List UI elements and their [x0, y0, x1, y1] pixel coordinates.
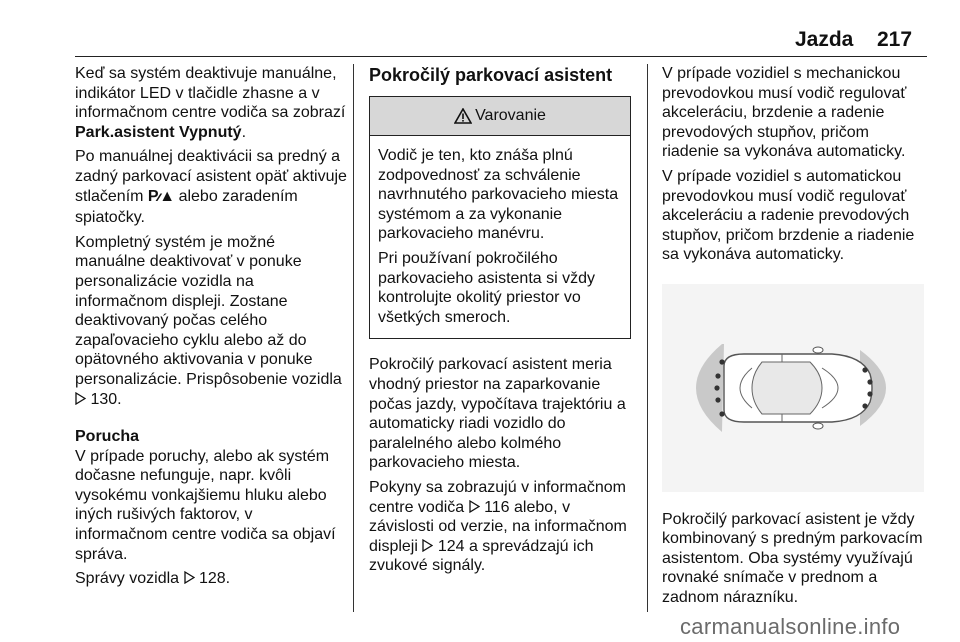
paragraph-fault: V prípade poruchy, alebo ak systém dočasne nefunguje, napr. kvôli vysokému vonkajšiemu hluku alebo iných rušivých faktorov, v informačnom centre vodiča sa objaví správa. [75, 447, 336, 563]
column-3 [662, 64, 930, 613]
page-ref-arrow-icon [469, 500, 480, 513]
car-sensor-illustration [662, 284, 924, 492]
warning-text-1: Vodič je ten, kto znáša plnú zodpovednosť za schválenie navrhnutého parkovacieho miesta systémom a za vykonanie parkovacieho manévru. [378, 147, 619, 243]
paragraph-instructions: Pokyny sa zobrazujú v informačnom centre vodiča 116 alebo, v závislosti od verzie, na informačnom displeji 124 a sprevádzajú ich zvukové signály. [369, 478, 627, 575]
page-ref[interactable]: 128 [198, 570, 226, 588]
header-rule [75, 56, 927, 57]
column-divider-2 [647, 64, 648, 612]
page-ref[interactable]: 130 [90, 390, 118, 408]
warning-header [370, 97, 630, 136]
subheading-fault: Porucha [75, 428, 140, 446]
page-ref[interactable]: 124 [437, 537, 465, 555]
park-assist-button-icon: P⁄⁄▲ [147, 187, 175, 205]
paragraph-advanced-assist: Pokročilý parkovací asistent meria vhodný priestor na zaparkovanie počas jazdy, vypočítava trajektóriu a automaticky riadi vozidlo do paralelného alebo kolmého parkovacieho miesta. [369, 356, 626, 472]
column-divider-1 [353, 64, 354, 612]
column-1 [75, 64, 347, 594]
paragraph-combined-assist: Pokročilý parkovací asistent je vždy kombinovaný s predným parkovacím asistentom. Oba systémy využívajú rovnaké snímače v prednom a zadnom nárazníku. [662, 510, 923, 606]
paragraph-automatic-transmission: V prípade vozidiel s automatickou prevodovkou musí vodič regulovať akceleráciu a radenie prevodových stupňov, pričom brzdenie a riadenie sa vykonáva automaticky. [662, 167, 915, 264]
paragraph-complete-deactivation: Kompletný systém je možné manuálne deaktivovať v ponuke personalizácie vozidla na informačnom displeji. Zostane deaktivovaný počas celého zapaľovacieho cyklu alebo až do opätovného aktivovania v ponuke personalizácie. Prispôsobenie vozidla 130. [75, 233, 342, 408]
paragraph-reactivation: Po manuálnej deaktivácii sa predný a zadný parkovací asistent opäť aktivuje stlačením P⁄⁄▲ alebo zaradením spiatočky. [75, 148, 347, 227]
section-heading: Pokročilý parkovací asistent [369, 65, 613, 85]
warning-title: Varovanie [475, 107, 546, 125]
warning-body [370, 136, 630, 338]
display-message: Park.asistent Vypnutý [75, 123, 242, 141]
page-ref-arrow-icon [75, 392, 86, 405]
page-ref-arrow-icon [422, 539, 433, 552]
page-ref-arrow-icon [184, 571, 195, 584]
watermark: carmanualsonline.info [680, 614, 901, 639]
chapter-title: Jazda [795, 28, 854, 51]
warning-box [369, 96, 631, 339]
column-2 [369, 64, 631, 581]
page-ref[interactable]: 116 [484, 498, 510, 516]
paragraph-vehicle-messages: Správy vozidla 128. [75, 570, 231, 588]
paragraph-deactivation: Keď sa systém deaktivuje manuálne, indikátor LED v tlačidle zhasne a v informačnom centre vodiča sa zobrazí Park.asistent Vypnutý. [75, 65, 346, 141]
warning-triangle-icon [454, 108, 472, 124]
paragraph-manual-transmission: V prípade vozidiel s mechanickou prevodovkou musí vodič regulovať akceleráciu, brzdenie a radenie prevodových stupňov, pričom riadenie sa vykonáva automaticky. [662, 65, 907, 161]
page-number: 217 [877, 28, 913, 51]
warning-text-2: Pri používaní pokročilého parkovacieho asistenta si vždy kontrolujte okolitý priestor vo všetkých smeroch. [378, 249, 595, 326]
